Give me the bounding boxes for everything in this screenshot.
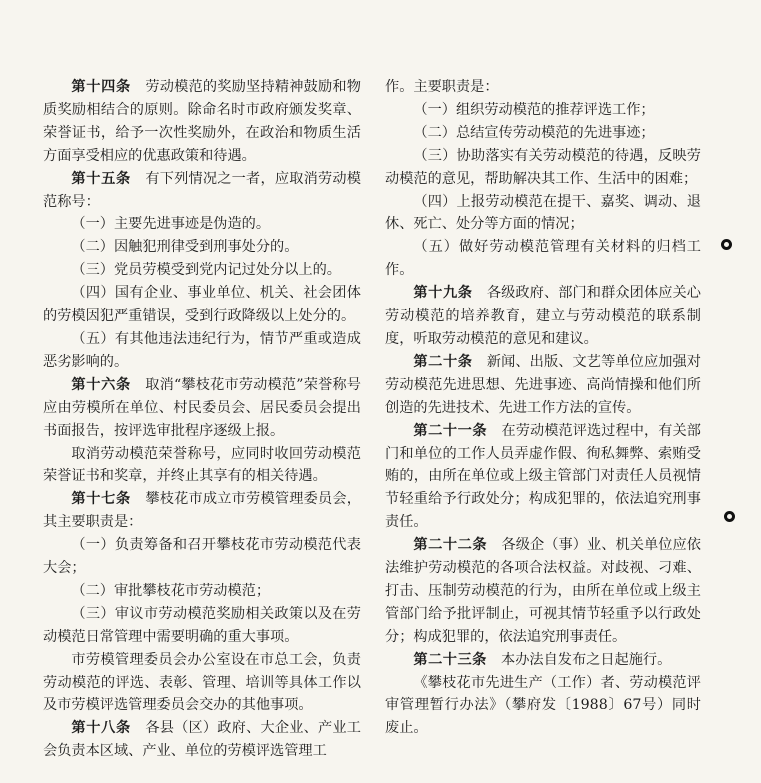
article-number: 第十八条 — [71, 720, 131, 737]
paragraph: 取消劳动模范荣誉称号，应同时收回劳动模范荣誉证书和奖章，并终止其享有的相关待遇。 — [43, 445, 361, 485]
list-item: （二）总结宣传劳动模范的先进事迹； — [413, 124, 655, 141]
list-item: （二）审批攀枝花市劳动模范； — [71, 582, 271, 599]
article-14 — [43, 76, 361, 168]
list-item: （四）国有企业、事业单位、机关、社会团体的劳模因犯严重错误，受到行政降级以上处分的。 — [43, 285, 361, 325]
article-number: 第二十二条 — [413, 537, 488, 554]
article-number: 第十五条 — [71, 170, 131, 187]
article-text: 攀枝花市成立市劳模管理委员会，其主要职责是： — [43, 491, 361, 531]
article-number: 第二十条 — [413, 353, 473, 370]
list-item: （四）上报劳动模范在提干、嘉奖、调动、退休、死亡、处分等方面的情况； — [385, 193, 701, 233]
article-text: 新闻、出版、文艺等单位应加强对劳动模范先进思想、先进事迹、高尚情操和他们所创造的先进技术、先进工作方法的宣传。 — [385, 353, 701, 416]
list-item: （三）协助落实有关劳动模范的待遇，反映劳动模范的意见，帮助解决其工作、生活中的困难； — [385, 147, 701, 187]
article-text: 各县（区）政府、大企业、产业工会负责本区域、产业、单位的劳模评选管理工 — [43, 720, 361, 760]
list-item: （一）负责筹备和召开攀枝花市劳动模范代表大会； — [43, 537, 361, 577]
article-21 — [385, 420, 701, 535]
list-item: （一）组织劳动模范的推荐评选工作； — [413, 101, 655, 118]
article-text: 取消“攀枝花市劳动模范”荣誉称号应由劳模所在单位、村民委员会、居民委员会提出书面报告，按评选审批程序逐级上报。 — [43, 376, 361, 439]
article-text: 本办法自发布之日起施行。 — [501, 651, 672, 668]
article-text: 有下列情况之一者，应取消劳动模范称号： — [43, 170, 361, 210]
article-19 — [385, 282, 701, 351]
article-number: 第十九条 — [413, 285, 473, 302]
list-item: （五）做好劳动模范管理有关材料的归档工作。 — [385, 239, 701, 279]
list-item: （五）有其他违法违纪行为，情节严重或造成恶劣影响的。 — [43, 330, 361, 370]
article-text: 在劳动模范评选过程中，有关部门和单位的工作人员弄虚作假、徇私舞弊、索贿受贿的，由所在单位或上级主管部门对责任人员视情节轻重给予行政处分；构成犯罪的，依法追究刑事责任。 — [385, 422, 701, 531]
binding-hole-mark — [724, 511, 735, 522]
list-item: （三）审议市劳动模范奖励相关政策以及在劳动模范日常管理中需要明确的重大事项。 — [43, 605, 361, 645]
left-column — [43, 76, 361, 763]
paragraph: 市劳模管理委员会办公室设在市总工会，负责劳动模范的评选、表彰、管理、培训等具体工作以及市劳模评选管理委员会交办的其他事项。 — [43, 651, 361, 714]
list-item: （一）主要先进事迹是伪造的。 — [71, 216, 271, 233]
article-text: 各级企（事）业、机关单位应依法维护劳动模范的各项合法权益。对歧视、刁难、打击、压制劳动模范的行为，由所在单位或上级主管部门给予批评制止，可视其情节轻重予以行政处分；构成犯罪的，依法追究刑事责任。 — [385, 537, 701, 645]
article-number: 第十七条 — [71, 491, 131, 508]
article-text: 劳动模范的奖励坚持精神鼓励和物质奖励相结合的原则。除命名时市政府颁发奖章、荣誉证书，给予一次性奖励外，在政治和物质生活方面享受相应的优惠政策和待遇。 — [43, 79, 361, 164]
binding-hole-mark — [721, 239, 732, 250]
paragraph-continuation: 作。主要职责是： — [385, 79, 499, 95]
right-column — [385, 76, 701, 740]
article-17 — [43, 488, 361, 534]
repeal-notice: 《攀枝花市先进生产（工作）者、劳动模范评审管理暂行办法》（攀府发〔1988〕67号）同时废止。 — [385, 674, 701, 737]
article-number: 第二十一条 — [413, 422, 488, 439]
article-23 — [385, 649, 701, 672]
list-item: （三）党员劳模受到党内记过处分以上的。 — [71, 262, 341, 279]
article-number: 第二十三条 — [413, 651, 487, 668]
article-16 — [43, 374, 361, 443]
article-18 — [43, 717, 361, 763]
article-number: 第十四条 — [71, 79, 131, 95]
article-text: 各级政府、部门和群众团体应关心劳动模范的培养教育，建立与劳动模范的联系制度，听取劳动模范的意见和建议。 — [385, 285, 701, 347]
article-15 — [43, 168, 361, 214]
list-item: （二）因触犯刑律受到刑事处分的。 — [71, 239, 299, 256]
article-20 — [385, 351, 701, 420]
article-number: 第十六条 — [71, 376, 131, 393]
article-22 — [385, 534, 701, 649]
